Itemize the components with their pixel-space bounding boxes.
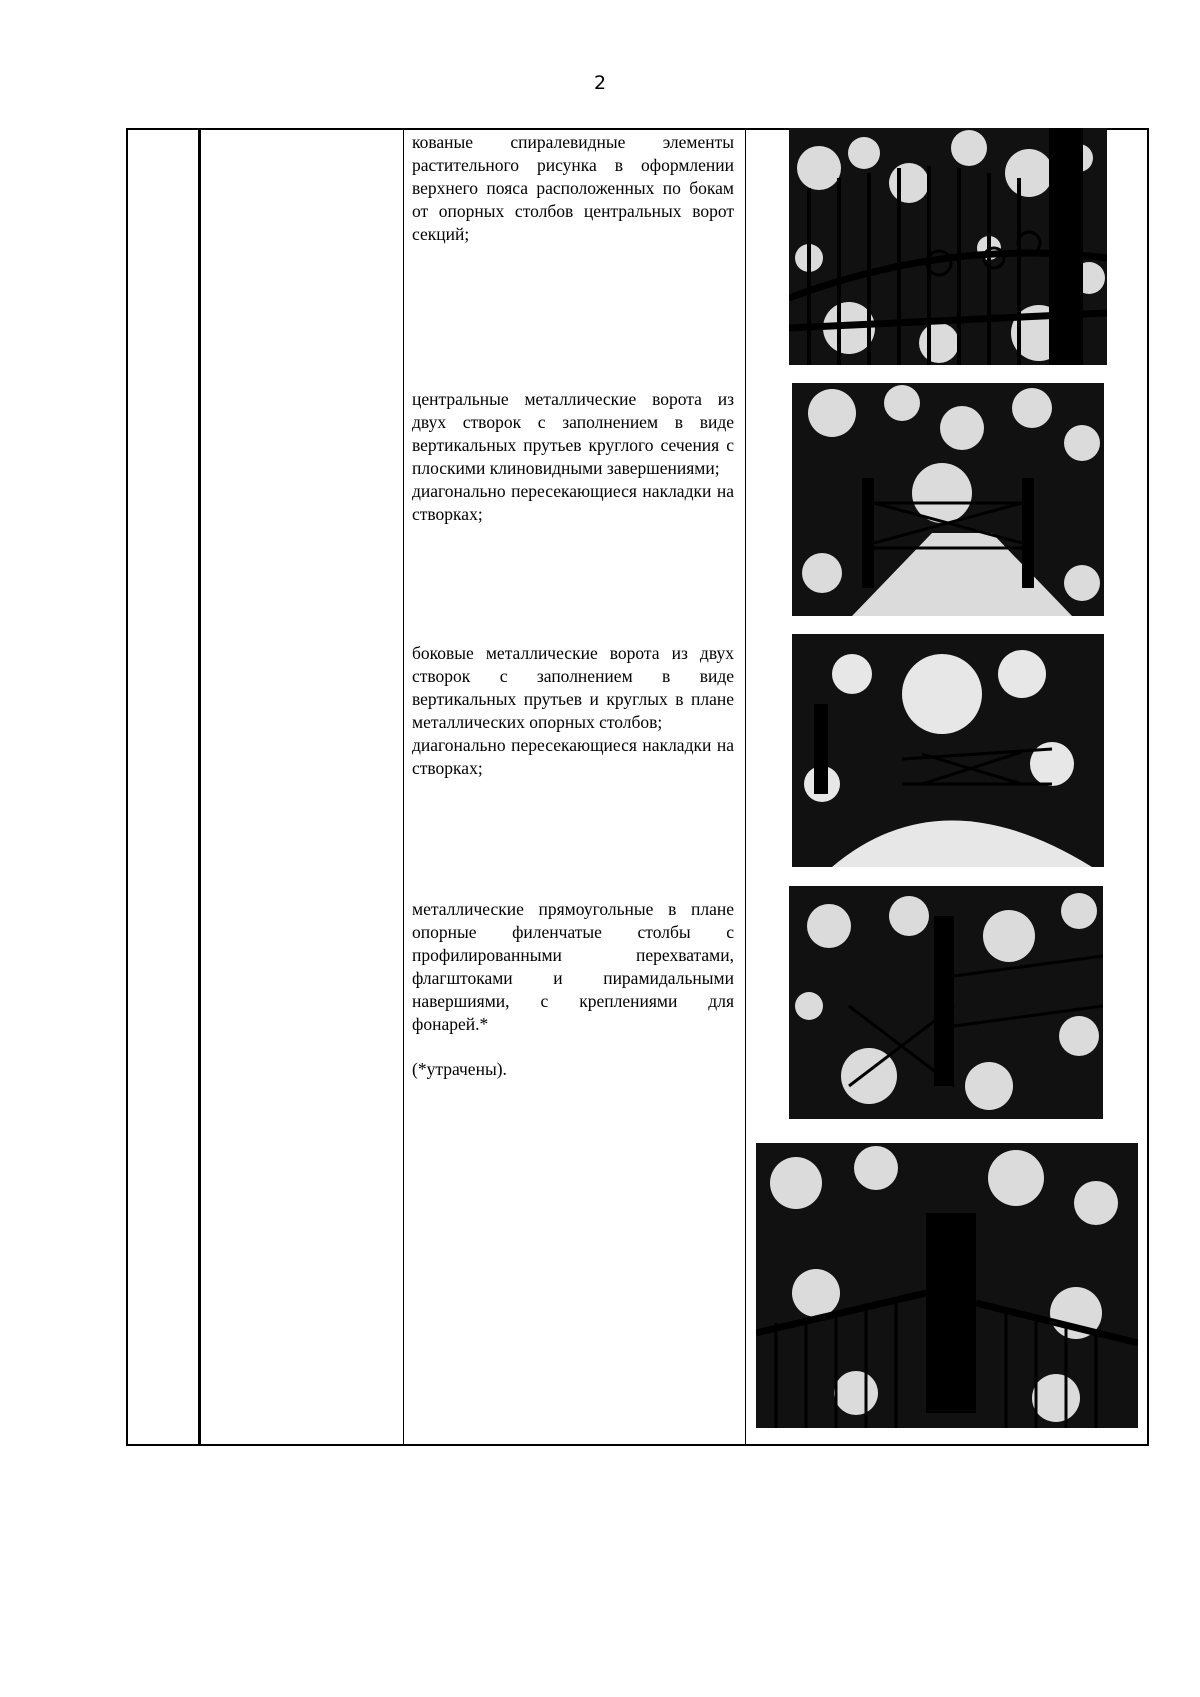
photo-central-gates [792, 383, 1104, 616]
description-text: центральные металлические ворота из двух створок с заполнением в виде вертикальных прутьев круглого сечения с плоскими клиновидными завершениями; [412, 389, 734, 478]
photo-side-gates [792, 634, 1104, 867]
description-text: диагонально пересекающиеся накладки на створках; [412, 735, 734, 778]
description-text: боковые металлические ворота из двух створок с заполнением в виде вертикальных прутьев и круглых в плане металлических опорных столбов; [412, 643, 734, 732]
page-number: 2 [593, 72, 607, 94]
photo-fence-ornament [789, 128, 1107, 365]
column-divider-2 [403, 130, 404, 1444]
description-block-3 [412, 642, 734, 780]
description-block-1 [412, 131, 734, 246]
description-text: кованые спиралевидные элементы растительного рисунка в оформлении верхнего пояса расположенных по бокам от опорных столбов центральных ворот секций; [412, 132, 734, 244]
description-text: металлические прямоугольные в плане опорные филенчатые столбы с профилированными перехватами, флагштоками и пирамидальными навершиями, с креплениями для фонарей.* [412, 899, 734, 1034]
lost-elements-note: (*утрачены). [412, 1059, 507, 1079]
description-block-2 [412, 388, 734, 526]
photo-pillar-closeup [756, 1143, 1138, 1428]
description-block-4 [412, 898, 734, 1081]
column-divider-3 [745, 130, 746, 1444]
photo-support-pillar [789, 886, 1103, 1119]
description-text: диагонально пересекающиеся накладки на створках; [412, 481, 734, 524]
column-divider-1 [198, 130, 201, 1444]
